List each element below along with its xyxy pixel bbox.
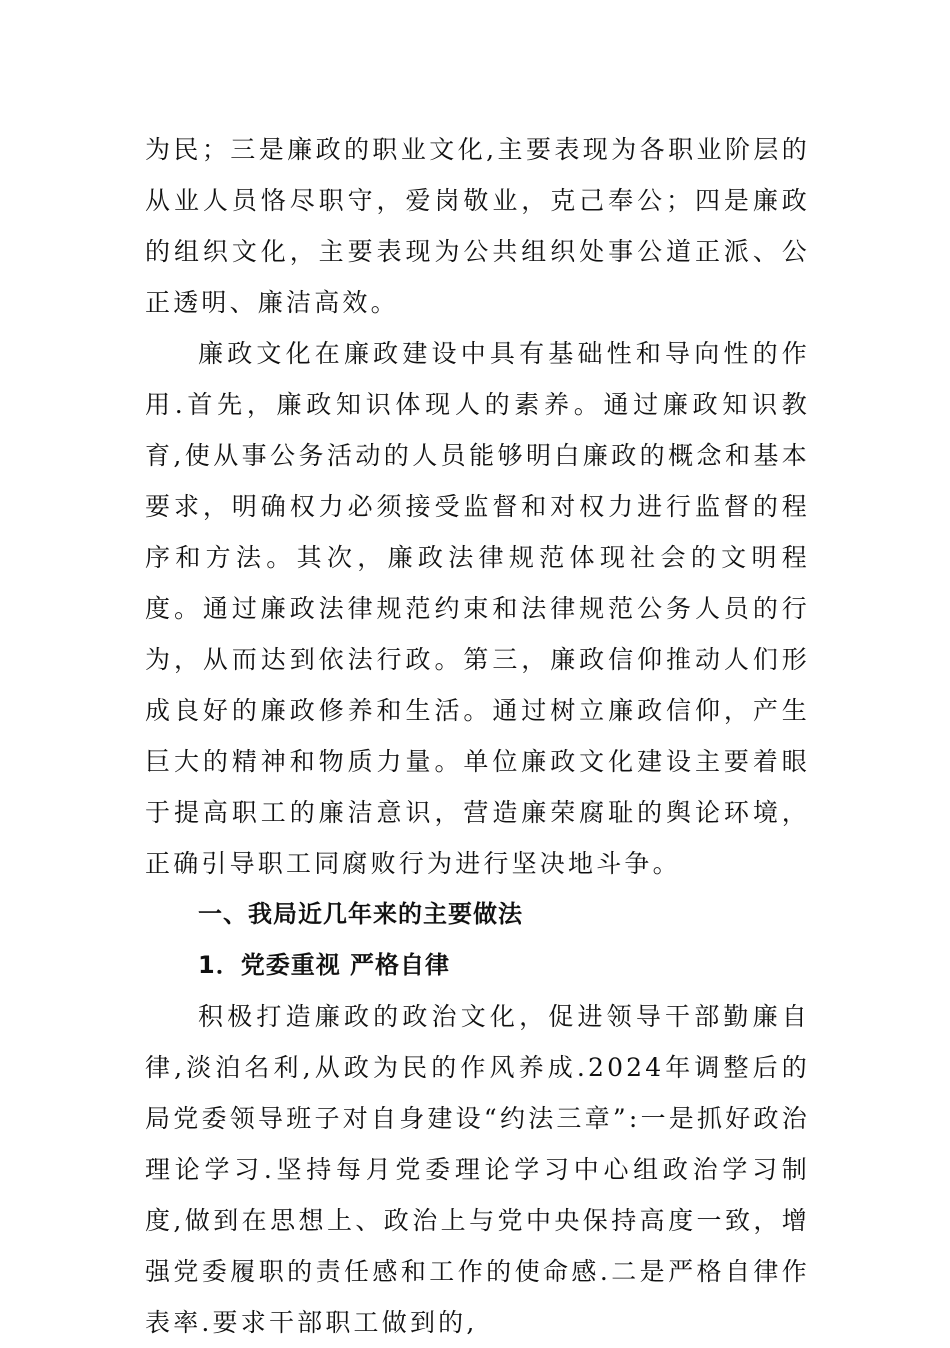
document-body (145, 124, 810, 1348)
section-heading: 一、我局近几年来的主要做法 (198, 900, 523, 928)
paragraph-party-committee: 积极打造廉政的政治文化，促进领导干部勤廉自律,淡泊名利,从政为民的作风养成.2024年调整后的局党委领导班子对自身建设“约法三章”:一是抓好政治理论学习.坚持每月党委理论学习中心组政治学习制度,做到在思想上、政治上与党中央保持高度一致，增强党委履职的责任感和工作的使命感.二是严格自律作表率.要求干部职工做到的, (145, 1002, 810, 1337)
paragraph-integrity-culture-role: 廉政文化在廉政建设中具有基础性和导向性的作用.首先，廉政知识体现人的素养。通过廉政知识教育,使从事公务活动的人员能够明白廉政的概念和基本要求，明确权力必须接受监督和对权力进行监督的程序和方法。其次，廉政法律规范体现社会的文明程度。通过廉政法律规范约束和法律规范公务人员的行为，从而达到依法行政。第三，廉政信仰推动人们形成良好的廉政修养和生活。通过树立廉政信仰，产生巨大的精神和物质力量。单位廉政文化建设主要着眼于提高职工的廉洁意识，营造廉荣腐耻的舆论环境，正确引导职工同腐败行为进行坚决地斗争。 (145, 339, 810, 878)
subsection-heading: 1．党委重视 严格自律 (198, 951, 451, 979)
paragraph-continuation: 为民；三是廉政的职业文化,主要表现为各职业阶层的从业人员恪尽职守，爱岗敬业，克己奉公；四是廉政的组织文化，主要表现为公共组织处事公道正派、公正透明、廉洁高效。 (145, 135, 810, 317)
